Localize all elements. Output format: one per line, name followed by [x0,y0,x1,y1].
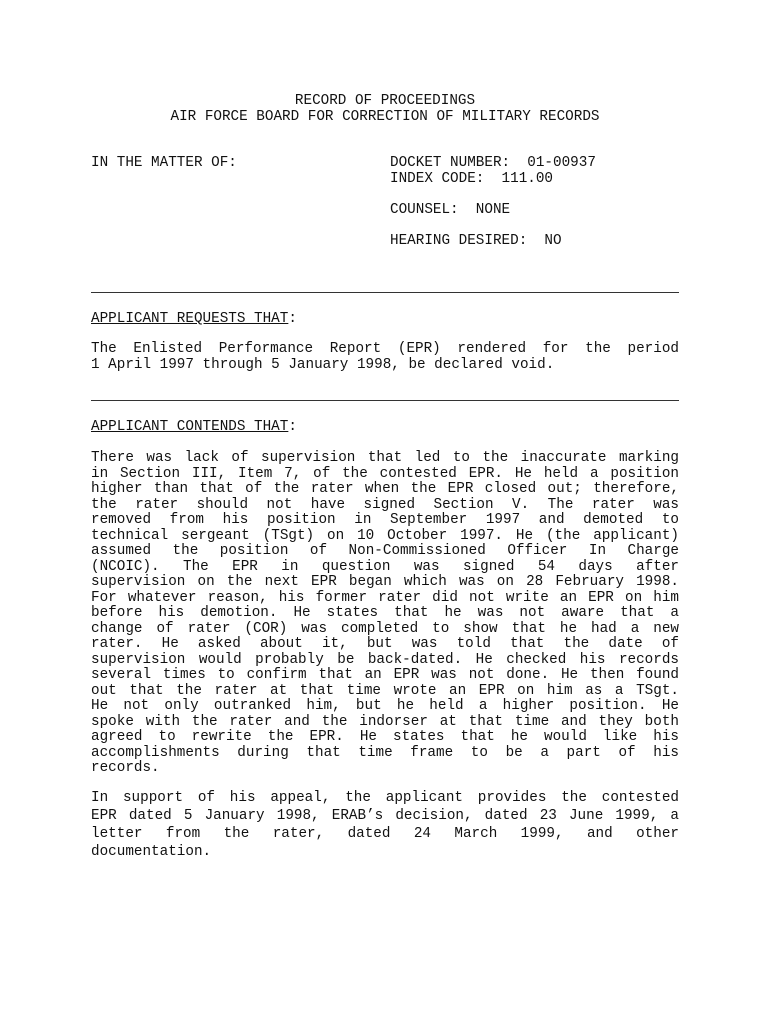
text-line: spoke with the rater and the indorser at that time and they both [91,713,679,730]
text-line: documentation. [91,844,212,860]
text-line: supervision would probably be back-dated. He checked his records [91,651,679,668]
requests-heading [91,312,297,328]
text-line: the rater should not have signed Section V. The rater was [91,496,679,513]
text-line: accomplishments during that time frame to be a part of his [91,744,679,761]
contends-paragraph-1 [91,451,679,777]
board-name: AIR FORCE BOARD FOR CORRECTION OF MILITARY RECORDS [170,109,600,125]
text-line: 1 April 1997 through 5 January 1998, be declared void. [91,356,555,373]
text-line: letter from the rater, dated 24 March 1999, and other [91,826,679,842]
section-divider [91,292,679,293]
contends-heading-text: APPLICANT CONTENDS THAT [91,419,289,435]
text-line: (NCOIC). The EPR in question was signed 54 days after [91,558,679,575]
requests-heading-text: APPLICANT REQUESTS THAT [91,311,289,327]
text-line: In support of his appeal, the applicant provides the contested [91,790,679,806]
docket-number: DOCKET NUMBER: 01-00937 [390,155,596,171]
hearing-desired: HEARING DESIRED: NO [390,233,562,249]
text-line: several times to confirm that an EPR was not done. He then found [91,667,679,683]
contends-heading-colon: : [288,419,297,435]
index-code: INDEX CODE: 111.00 [390,171,554,187]
text-line: change of rater (COR) was completed to show that he had a new [91,620,679,637]
text-line: removed from his position in September 1997 and demoted to [91,512,679,528]
text-line: technical sergeant (TSgt) on 10 October 1997. He (the applicant) [91,527,679,544]
text-line: assumed the position of Non-Commissioned Officer In Charge [91,543,679,559]
counsel: COUNSEL: NONE [390,202,511,218]
section-divider [91,400,679,401]
text-line: rater. He asked about it, but was told that the date of [91,636,679,652]
text-line: For whatever reason, his former rater did not write an EPR on him [91,589,679,606]
text-line: higher than that of the rater when the EPR closed out; therefore, [91,481,679,497]
document-title: RECORD OF PROCEEDINGS [294,93,476,109]
text-line: EPR dated 5 January 1998, ERAB’s decision, dated 23 June 1999, a [91,808,679,824]
contends-heading [91,420,297,436]
contends-paragraph-2 [91,789,679,861]
requests-heading-colon: : [288,311,297,327]
text-line: before his demotion. He states that he was not aware that a [91,605,679,621]
text-line: out that the rater at that time wrote an EPR on him as a TSgt. [91,682,679,699]
matter-label: IN THE MATTER OF: [91,155,237,171]
text-line: in Section III, Item 7, of the contested EPR. He held a position [91,465,679,482]
text-line: There was lack of supervision that led to the inaccurate marking [91,450,679,466]
text-line: The Enlisted Performance Report (EPR) rendered for the period [91,341,679,357]
text-line: records. [91,760,160,776]
text-line: He not only outranked him, but he held a higher position. He [91,698,679,714]
requests-paragraph [91,342,679,373]
text-line: agreed to rewrite the EPR. He states that he would like his [91,729,679,745]
text-line: supervision on the next EPR began which was on 28 February 1998. [91,574,679,590]
